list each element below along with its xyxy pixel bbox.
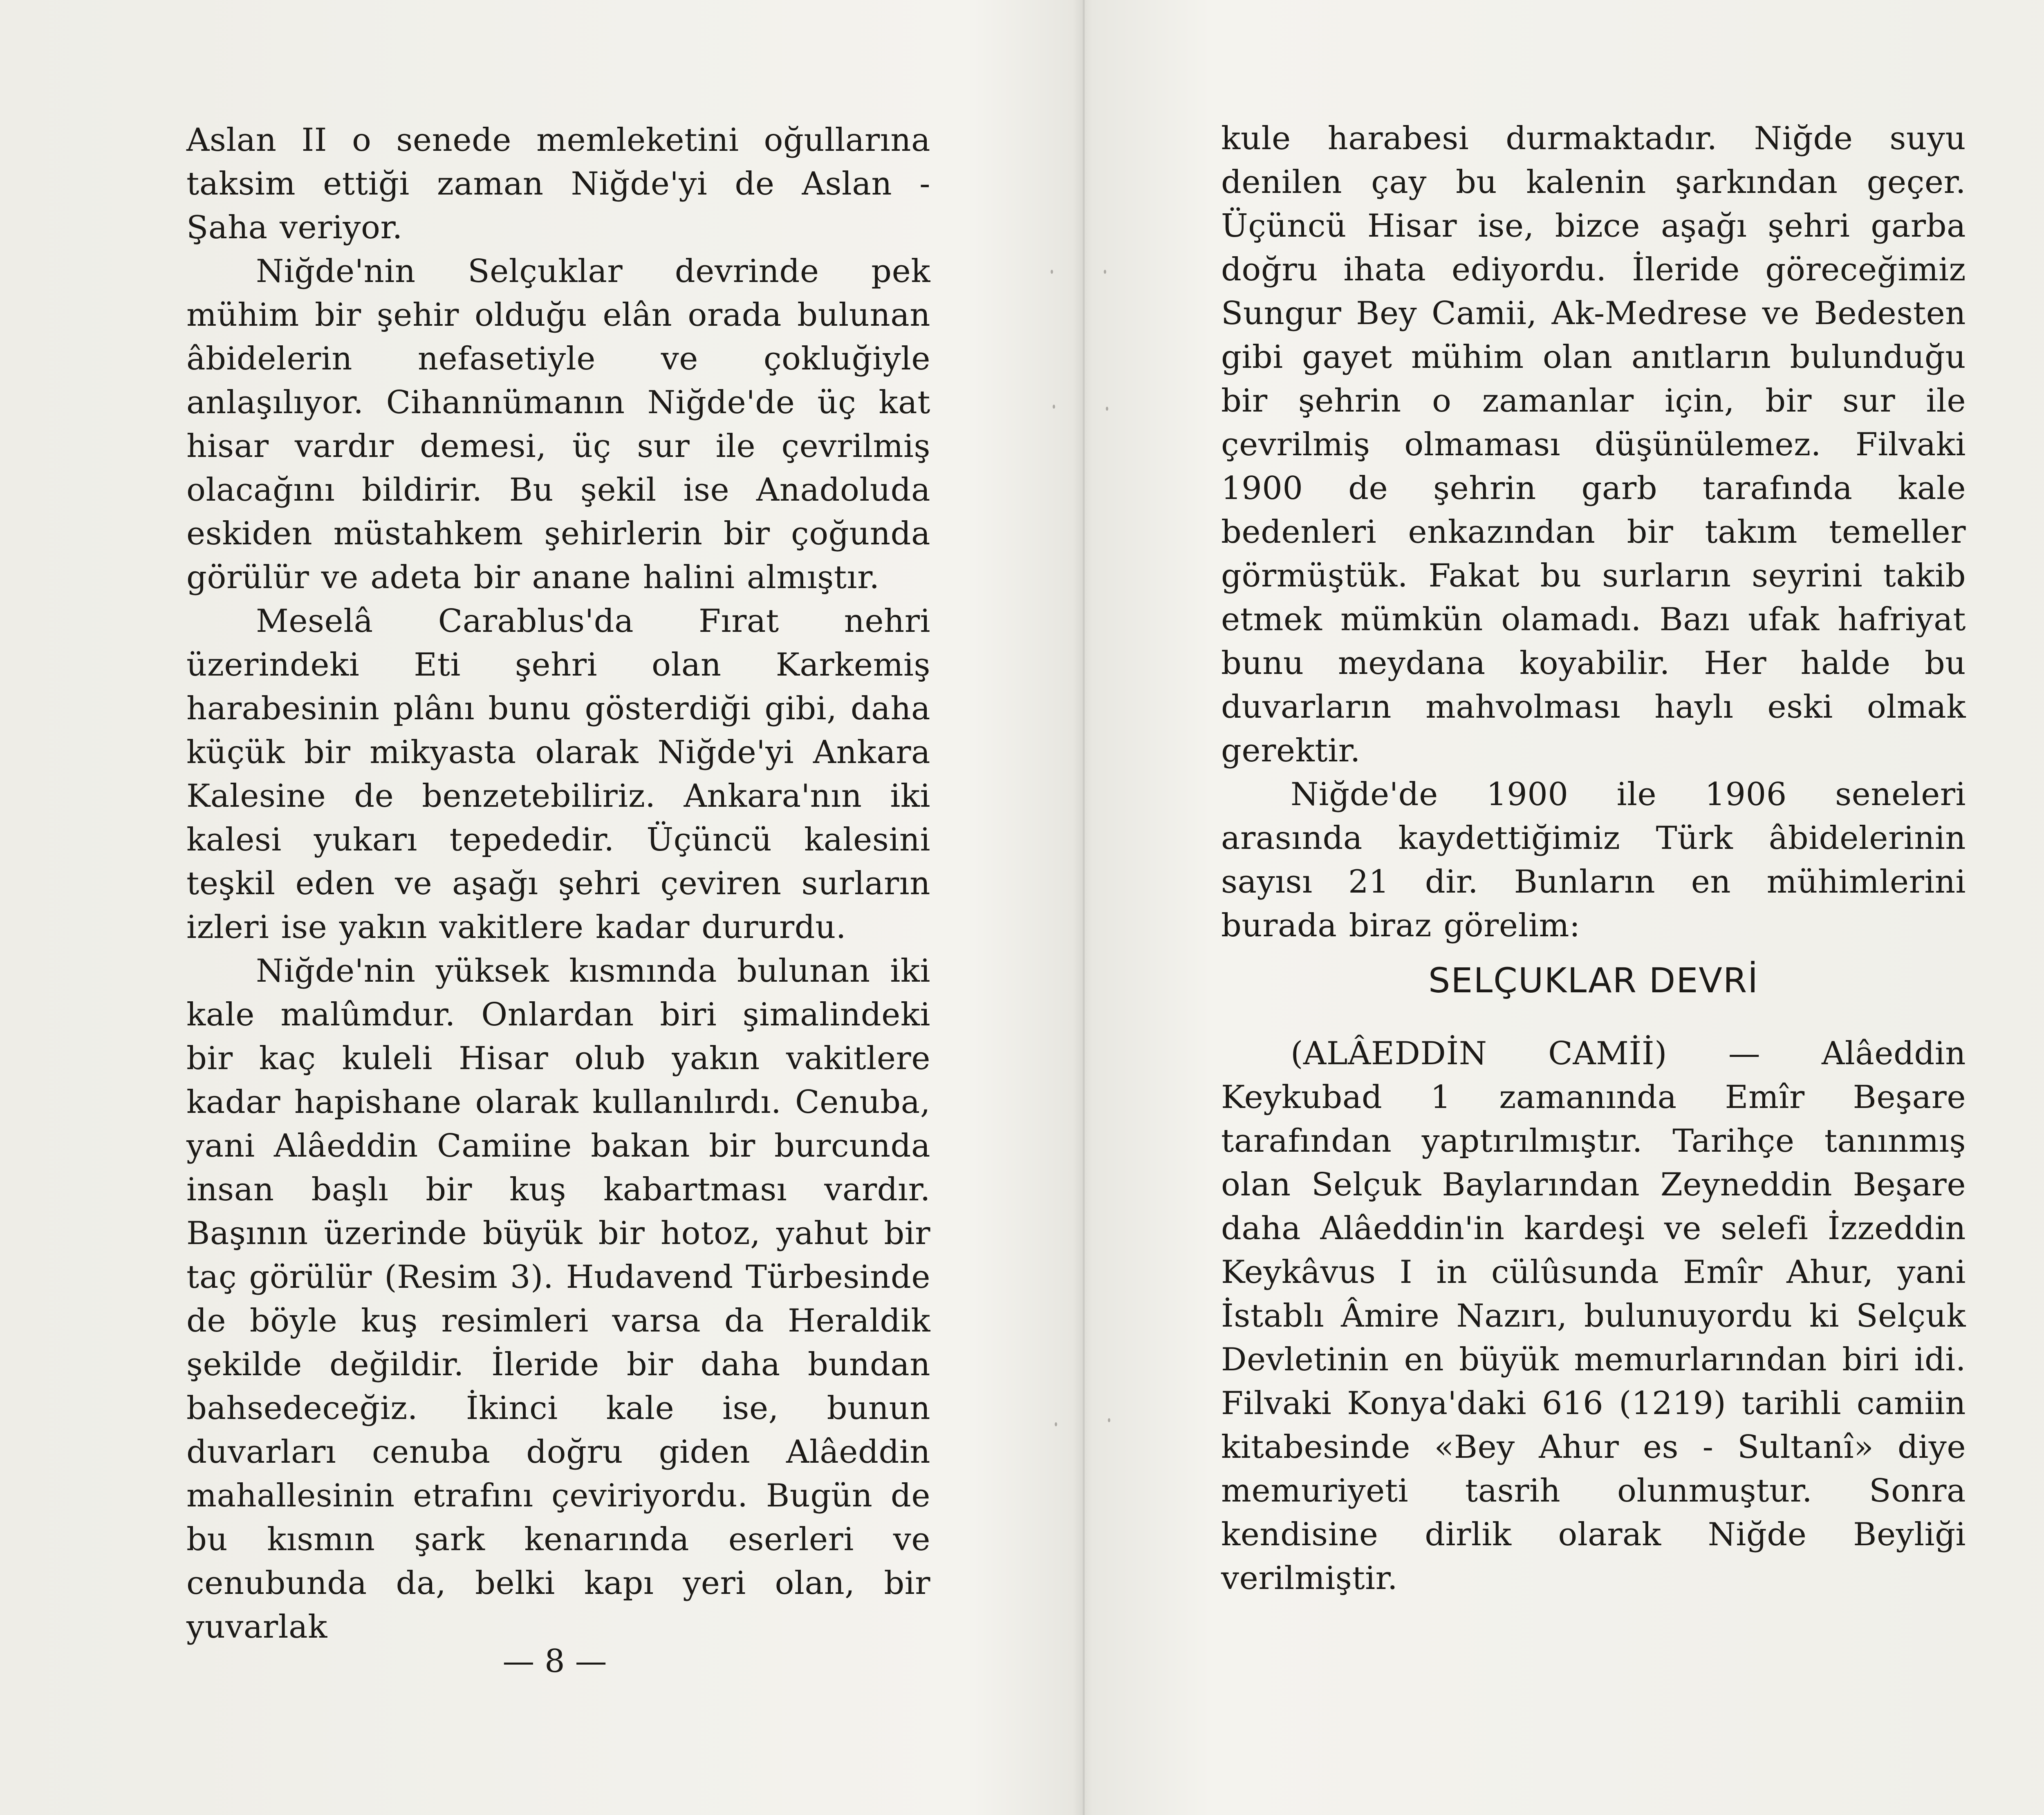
left-page-number	[432, 1643, 677, 1680]
right-page-body-bottom	[1221, 1032, 1966, 1600]
right-paragraph-3: (ALÂEDDİN CAMİİ) — Alâeddin Keykubad 1 zamanında Emîr Beşare tarafından yaptırılmıştır. Tarihçe tanınmış olan Selçuk Baylarından Zeyneddin Beşare daha Alâeddin'in kardeşi ve selefi İzzeddin Keykâvus I in cülûsunda Emîr Ahur, yani İstablı Âmire Nazırı, bulunuyordu ki Selçuk Devletinin en büyük memurlarından biri idi. Filvaki Konya'daki 616 (1219) tarihli camiin kitabesinde «Bey Ahur es - Sultanî» diye memuriyeti tasrih olunmuştur. Sonra kendisine dirlik olarak Niğde Beyliği verilmiştir.	[1221, 1035, 1966, 1597]
paper-speck	[1108, 1418, 1110, 1422]
paper-speck	[1104, 270, 1106, 274]
section-heading: SELÇUKLAR DEVRİ	[1428, 960, 1759, 1000]
left-page-body	[186, 119, 930, 1649]
left-paragraph-2: Niğde'nin Selçuklar devrinde pek mühim bir şehir olduğu elân orada bulunan âbidelerin nefasetiyle ve çokluğiyle anlaşılıyor. Cihannümanın Niğde'de üç kat hisar vardır demesi, üç sur ile çevrilmiş olacağını bildirir. Bu şekil ise Anadoluda eskiden müstahkem şehirlerin bir çoğunda görülür ve adeta bir anane halini almıştır.	[186, 253, 930, 596]
left-paragraph-4: Niğde'nin yüksek kısmında bulunan iki kale malûmdur. Onlardan biri şimalindeki bir kaç kuleli Hisar olub yakın vakitlere kadar hapishane olarak kullanılırdı. Cenuba, yani Alâeddin Camiine bakan bir burcunda insan başlı bir kuş kabartması vardır. Başının üzerinde büyük bir hotoz, yahut bir taç görülür (Resim 3). Hudavend Türbesinde de böyle kuş resimleri varsa da Heraldik şekilde değildir. İleride bir daha bundan bahsedeceğiz. İkinci kale ise, bunun duvarları cenuba doğru giden Alâeddin mahallesinin etrafını çeviriyordu. Bugün de bu kısmın şark kenarında eserleri ve cenubunda da, belki kapı yeri olan, bir yuvarlak	[186, 953, 930, 1645]
paper-speck	[1051, 270, 1053, 274]
paper-speck	[1053, 405, 1055, 409]
right-page-body-top	[1221, 117, 1966, 948]
left-paragraph-1: Aslan II o senede memleketini oğullarına taksim ettiği zaman Niğde'yi de Aslan - Şaha veriyor.	[186, 122, 930, 246]
paper-speck	[1106, 407, 1108, 411]
right-paragraph-2: Niğde'de 1900 ile 1906 seneleri arasında kaydettiğimiz Türk âbidelerinin sayısı 21 dir. Bunların en mühimlerini burada biraz görelim:	[1221, 776, 1966, 944]
left-paragraph-3: Meselâ Carablus'da Fırat nehri üzerindeki Eti şehri olan Karkemiş harabesinin plânı bunu gösterdiği gibi, daha küçük bir mikyasta olarak Niğde'yi Ankara Kalesine de benzetebiliriz. Ankara'nın iki kalesi yukarı tepededir. Üçüncü kalesini teşkil eden ve aşağı şehri çeviren surların izleri ise yakın vakitlere kadar dururdu.	[186, 603, 930, 946]
right-paragraph-1: kule harabesi durmaktadır. Niğde suyu denilen çay bu kalenin şarkından geçer. Üçüncü Hisar ise, bizce aşağı şehri garba doğru ihata ediyordu. İleride göreceğimiz Sungur Bey Camii, Ak-Medrese ve Bedesten gibi gayet mühim olan anıtların bulunduğu bir şehrin o zamanlar için, bir sur ile çevrilmiş olmaması düşünülemez. Filvaki 1900 de şehrin garb tarafında kale bedenleri enkazından bir takım temeller görmüştük. Fakat bu surların seyrini takib etmek mümkün olamadı. Bazı ufak hafriyat bunu meydana koyabilir. Her halde bu duvarların mahvolması haylı eski olmak gerektir.	[1221, 120, 1966, 769]
left-page-number-text: — 8 —	[502, 1643, 607, 1680]
paper-speck	[1055, 1422, 1057, 1426]
right-page	[1085, 0, 2044, 1815]
